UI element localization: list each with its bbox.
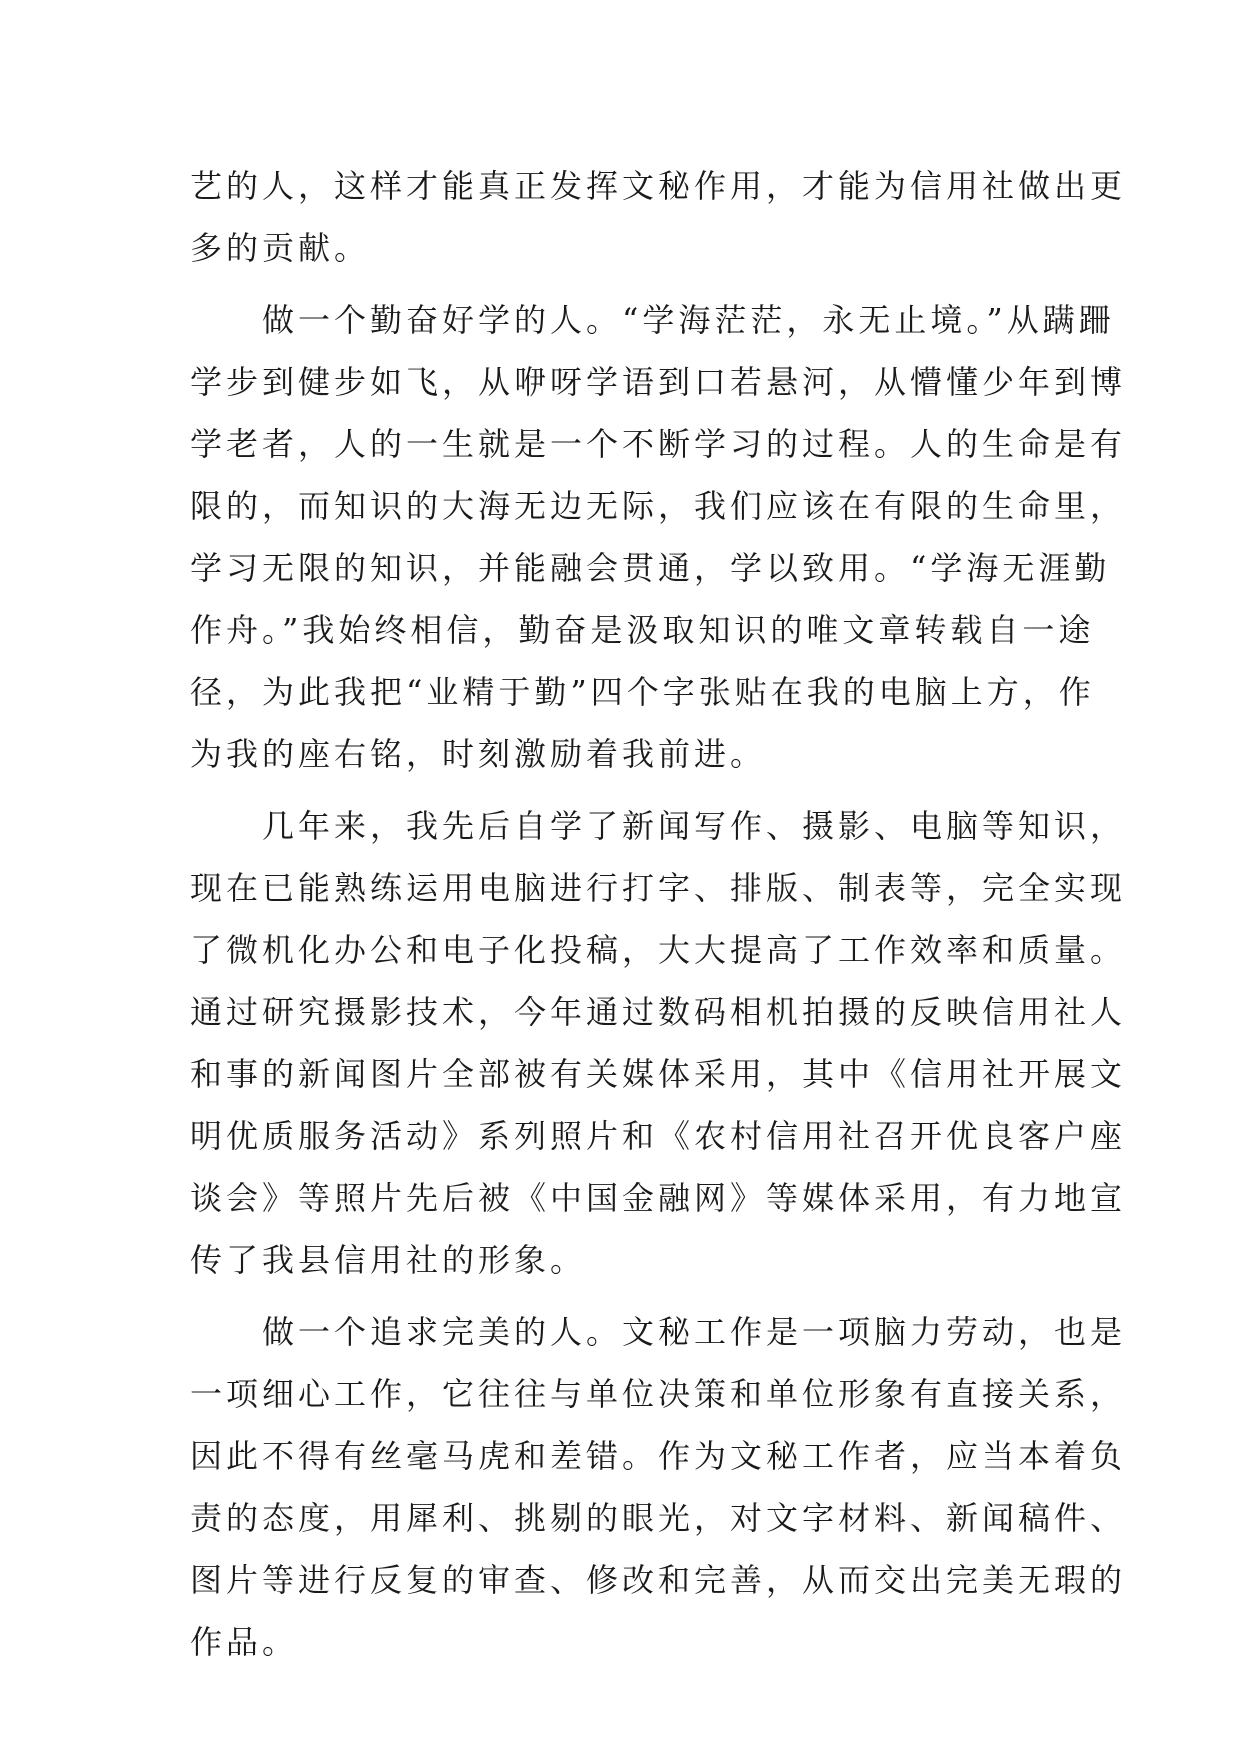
text-line: 作品。	[190, 1623, 299, 1661]
text-line: 谈会》等照片先后被《中国金融网》等媒体采用，有力地宣	[190, 1179, 1127, 1217]
text-line: 责的态度，用犀利、挑剔的眼光，对文字材料、新闻稿件、	[190, 1499, 1127, 1537]
text-line: 图片等进行反复的审查、修改和完善，从而交出完美无瑕的	[190, 1561, 1127, 1599]
text-line: 为我的座右铭，时刻激励着我前进。	[190, 735, 767, 773]
text-line: 传了我县信用社的形象。	[190, 1241, 587, 1279]
text-line: 学老者，人的一生就是一个不断学习的过程。人的生命是有	[190, 425, 1127, 463]
text-line: 因此不得有丝毫马虎和差错。作为文秘工作者，应当本着负	[190, 1437, 1127, 1475]
text-line: 做一个追求完美的人。文秘工作是一项脑力劳动，也是	[262, 1313, 1127, 1351]
text-line: 了微机化办公和电子化投稿，大大提高了工作效率和质量。	[190, 931, 1127, 969]
text-line: 现在已能熟练运用电脑进行打字、排版、制表等，完全实现	[190, 869, 1127, 907]
paragraph	[190, 289, 1127, 785]
text-line: 做一个勤奋好学的人。“学海茫茫，永无止境。”从蹒跚	[262, 301, 1115, 339]
text-line: 学习无限的知识，并能融会贯通，学以致用。“学海无涯勤	[190, 549, 1111, 587]
text-line: 多的贡献。	[190, 229, 371, 267]
text-line: 作舟。”我始终相信，勤奋是汲取知识的唯文章转载自一途	[190, 611, 1095, 649]
text-line: 径，为此我把“业精于勤”四个字张贴在我的电脑上方，作	[190, 673, 1095, 711]
text-line: 学步到健步如飞，从咿呀学语到口若悬河，从懵懂少年到博	[190, 363, 1127, 401]
text-line: 和事的新闻图片全部被有关媒体采用，其中《信用社开展文	[190, 1055, 1127, 1093]
text-line: 一项细心工作，它往往与单位决策和单位形象有直接关系，	[190, 1375, 1127, 1413]
paragraph	[190, 795, 1127, 1291]
text-line: 限的，而知识的大海无边无际，我们应该在有限的生命里，	[190, 487, 1127, 525]
document-body	[190, 155, 1127, 1673]
text-line: 明优质服务活动》系列照片和《农村信用社召开优良客户座	[190, 1117, 1127, 1155]
paragraph	[190, 1301, 1127, 1673]
text-line: 几年来，我先后自学了新闻写作、摄影、电脑等知识，	[262, 807, 1127, 845]
paragraph	[190, 155, 1127, 279]
text-line: 艺的人，这样才能真正发挥文秘作用，才能为信用社做出更	[190, 167, 1127, 205]
text-line: 通过研究摄影技术，今年通过数码相机拍摄的反映信用社人	[190, 993, 1127, 1031]
